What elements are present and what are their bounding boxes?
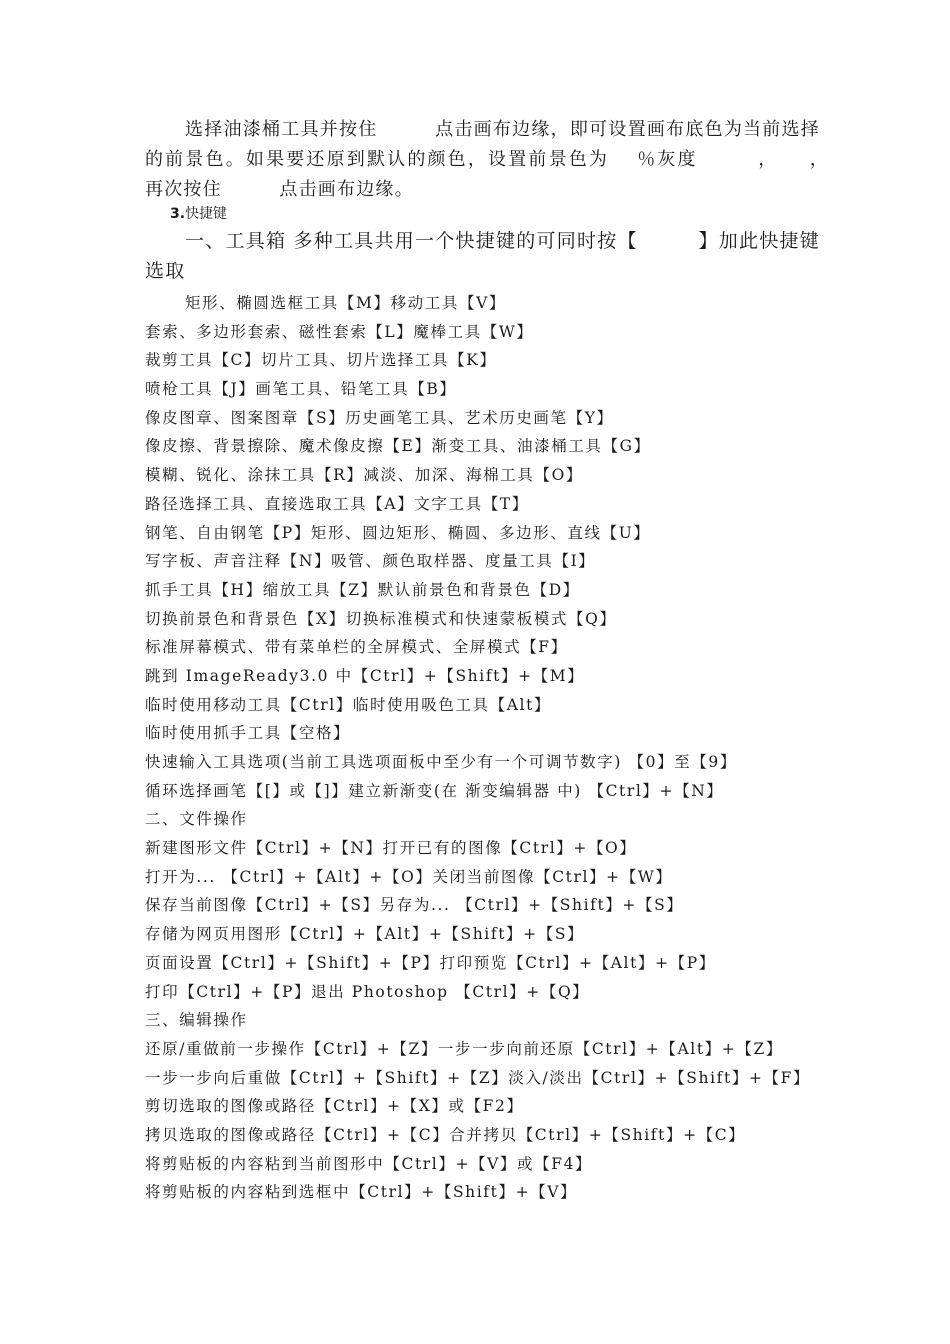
section-heading xyxy=(170,203,227,223)
section-subheading: 二、文件操作 xyxy=(145,810,248,829)
shortcut-line: 路径选择工具、直接选取工具【A】文字工具【T】 xyxy=(145,494,529,513)
shortcut-line: 一步一步向后重做【Ctrl】+【Shift】+【Z】淡入/淡出【Ctrl】+【Shift】+【F】 xyxy=(145,1068,811,1087)
toolbox-intro-paragraph: 一、工具箱 多种工具共用一个快捷键的可同时按【 】加此快捷键选取 xyxy=(145,230,820,282)
section-title: 快捷键 xyxy=(185,206,228,222)
section-number: 3. xyxy=(170,206,186,222)
shortcut-line: 切换前景色和背景色【X】切换标准模式和快速蒙板模式【Q】 xyxy=(145,609,617,628)
section-subheading: 三、编辑操作 xyxy=(145,1011,248,1030)
shortcut-line: 矩形、椭圆选框工具【M】移动工具【V】 xyxy=(185,294,506,312)
shortcut-line: 模糊、锐化、涂抹工具【R】减淡、加深、海棉工具【O】 xyxy=(145,466,583,485)
shortcut-line: 页面设置【Ctrl】+【Shift】+【P】打印预览【Ctrl】+【Alt】+【P】 xyxy=(145,953,716,972)
shortcut-line: 将剪贴板的内容粘到当前图形中【Ctrl】+【V】或【F4】 xyxy=(145,1154,593,1173)
shortcut-line: 像皮擦、背景擦除、魔术像皮擦【E】渐变工具、油漆桶工具【G】 xyxy=(145,437,651,456)
shortcut-line: 打印【Ctrl】+【P】退出 Photoshop 【Ctrl】+【Q】 xyxy=(145,982,590,1001)
shortcut-line: 跳到 ImageReady3.0 中【Ctrl】+【Shift】+【M】 xyxy=(145,666,585,685)
intro-paragraph: 选择油漆桶工具并按住 点击画布边缘，即可设置画布底色为当前选择的前景色。如果要还原到默认的颜色，设置前景色为 ％灰度 ， ， 再次按住 点击画布边缘。 xyxy=(145,119,878,200)
shortcut-line: 还原/重做前一步操作【Ctrl】+【Z】一步一步向前还原【Ctrl】+【Alt】+【Z】 xyxy=(145,1039,783,1058)
shortcut-line: 打开为... 【Ctrl】+【Alt】+【O】关闭当前图像【Ctrl】+【W】 xyxy=(145,867,673,886)
shortcut-line: 新建图形文件【Ctrl】+【N】打开已有的图像【Ctrl】+【O】 xyxy=(145,839,637,858)
shortcut-line: 剪切选取的图像或路径【Ctrl】+【X】或【F2】 xyxy=(145,1097,524,1116)
shortcut-line: 像皮图章、图案图章【S】历史画笔工具、艺术历史画笔【Y】 xyxy=(145,408,614,427)
shortcut-line: 拷贝选取的图像或路径【Ctrl】+【C】合并拷贝【Ctrl】+【Shift】+【C】 xyxy=(145,1125,746,1144)
shortcut-line: 钢笔、自由钢笔【P】矩形、圆边矩形、椭圆、多边形、直线【U】 xyxy=(145,523,651,542)
shortcut-line: 存储为网页用图形【Ctrl】+【Alt】+【Shift】+【S】 xyxy=(145,925,585,944)
shortcut-line: 快速输入工具选项(当前工具选项面板中至少有一个可调节数字) 【0】至【9】 xyxy=(145,753,737,771)
shortcut-line: 临时使用抓手工具【空格】 xyxy=(145,724,351,743)
shortcut-line: 循环选择画笔【[】或【]】建立新渐变(在 渐变编辑器 中) 【Ctrl】+【N】 xyxy=(145,781,724,800)
shortcut-line: 裁剪工具【C】切片工具、切片选择工具【K】 xyxy=(145,351,497,370)
shortcut-line: 将剪贴板的内容粘到选框中【Ctrl】+【Shift】+【V】 xyxy=(145,1183,578,1202)
shortcut-line: 喷枪工具【J】画笔工具、铅笔工具【B】 xyxy=(145,380,457,399)
shortcut-line: 套索、多边形套索、磁性套索【L】魔棒工具【W】 xyxy=(145,322,534,341)
shortcut-line: 标准屏幕模式、带有菜单栏的全屏模式、全屏模式【F】 xyxy=(145,638,568,657)
shortcut-line: 抓手工具【H】缩放工具【Z】默认前景色和背景色【D】 xyxy=(145,580,580,599)
shortcut-list xyxy=(145,289,825,1207)
shortcut-line: 临时使用移动工具【Ctrl】临时使用吸色工具【Alt】 xyxy=(145,695,552,714)
shortcut-line: 保存当前图像【Ctrl】+【S】另存为... 【Ctrl】+【Shift】+【S】 xyxy=(145,896,684,915)
shortcut-line: 写字板、声音注释【N】吸管、颜色取样器、度量工具【I】 xyxy=(145,552,596,571)
